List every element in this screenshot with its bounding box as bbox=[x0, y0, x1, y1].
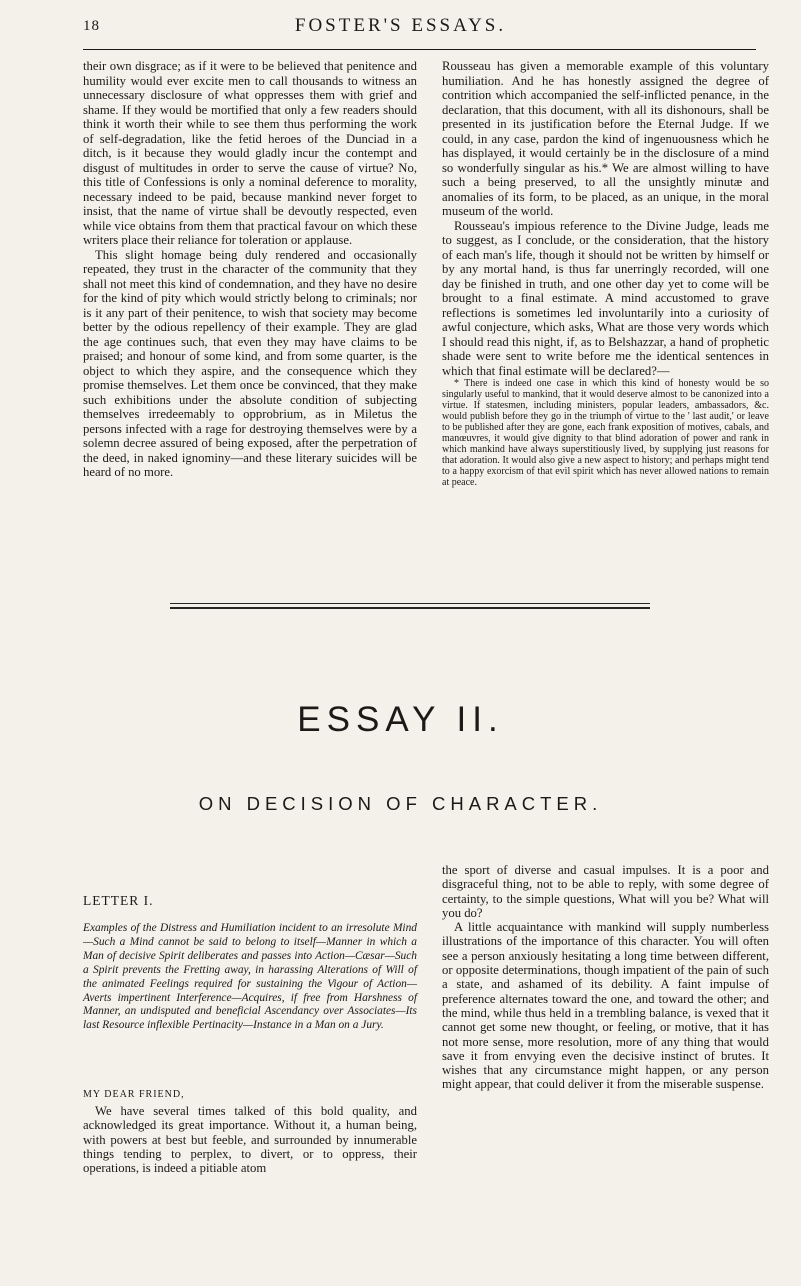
salutation: MY DEAR FRIEND, bbox=[83, 1089, 185, 1100]
page-number: 18 bbox=[83, 18, 100, 34]
paragraph: This slight homage being duly rendered and occasionally repeated, they trust in the character of the community that they shall not meet this kind of condemnation, and they have no desire for the kind of pity which would strictly belong to criminals; nor is it any part of their penitence, to wish that society may become better by the odious repellency of their example. They are glad the age continues such, that even they may have claims to be praised; and honour of some kind, and from some quarter, is the object to which they aspire, and the consequence which they promise themselves. Let them once be convinced, that they make such exhibitions under the absolute condition of subjecting themselves irredeemably to opprobrium, as in Miletus the persons infected with a rage for destroying themselves were by a solemn decree assured of being exposed, after the perpetration of the deed, in naked ignominy—and these literary suicides will be heard of no more. bbox=[83, 247, 417, 479]
letter-summary: Examples of the Distress and Humiliation incident to an irresolute Mind—Such a Mind cannot be said to belong to itself—Manner in which a Man of decisive Spirit deliberates and passes into Action—Cæsar—Such a Spirit prevents the Fretting away, in harassing Alterations of Will of the animated Feelings required for sustaining the Vigour of Action—Averts impertinent Interference—Acquires, if free from Harshness of Manner, an undisputed and beneficial Ascendancy over Associates—Its last Resource inflexible Pertinacity—Instance in a Man on a Jury. bbox=[83, 922, 417, 1032]
paragraph: the sport of diverse and casual impulses. It is a poor and disgraceful thing, not to be able to reply, with some degree of certainty, to the simple questions, What will you be? What will you do? bbox=[442, 863, 769, 920]
paragraph: Rousseau has given a memorable example of this voluntary humiliation. And he has honestly assigned the degree of contrition which accompanied the self-inflicted penance, in the declaration, that this document, with all its dishonours, shall be presented in its justification before the Eternal Judge. If we could, in any case, pardon the kind of ingenuousness which he has displayed, it would certainly be in the disclosure of a mind so wonderfully singular as his.* We are almost willing to have such a being preserved, to all the unsightly minutæ and anomalies of its form, to be placed, as an unique, in the moral museum of the world. bbox=[442, 59, 769, 218]
essay-subtitle: ON DECISION OF CHARACTER. bbox=[198, 793, 603, 814]
page-header bbox=[0, 12, 801, 36]
paragraph: A little acquaintance with mankind will supply numberless illustrations of the importance of this character. You will often see a person anxiously hesitating a long time between different, or opposite determinations, though impatient of the pain of such a state, and ashamed of its debility. A faint impulse of preference alternates toward the one, and toward the other; and the mind, while thus held in a trembling balance, is vexed that it cannot get some new thought, or feeling, or motive, that it has not more sense, more resolution, more of any thing that would save it from envying even the decisive instinct of brutes. It wishes that any circumstance might happen, or any person might appear, that could deliver it from the miserable suspense. bbox=[442, 920, 769, 1092]
paragraph: Rousseau's impious reference to the Divine Judge, leads me to suggest, as I conclude, or the consideration, that the history of each man's life, though it should not be written by himself or by any mortal hand, is thus far unerringly recorded, will one day be finished in truth, and one other day yet to come will be brought to a final estimate. A mind accustomed to grave reflections is sometimes led involuntarily into a curiosity of awful conjecture, which asks, What are those very words which I should read this night, if, as to Belshazzar, a hand of prophetic shade were sent to write before me the identical sentences in which that final estimate will be declared?— bbox=[442, 218, 769, 378]
paragraph: their own disgrace; as if it were to be believed that penitence and humility would ever excite men to call thousands to witness an unnecessary disclosure of what oppresses them with grief and shame. If they would be mortified that only a few readers should think it worth their while to see them thus performing the work of self-degradation, like the fetid heroes of the Dunciad in a ditch, is it because they would gladly incur the contempt and disgust of multitudes in order to serve the cause of virtue? No, this title of Confessions is only a nominal deference to morality, necessary indeed to be paid, because mankind never forget to insist, that the name of virtue shall be devoutly respected, even while vice obtains from them that practical favour on which these writers place their reliance for toleration or applause. bbox=[83, 59, 417, 247]
essay-heading: ESSAY II. bbox=[297, 700, 504, 739]
bottom-right-column bbox=[442, 863, 769, 1092]
top-left-column bbox=[83, 59, 417, 480]
running-title: FOSTER'S ESSAYS. bbox=[294, 15, 507, 36]
section-divider bbox=[170, 603, 650, 604]
top-right-column bbox=[442, 59, 769, 488]
paragraph: We have several times talked of this bold quality, and acknowledged its great importance. Without it, a human being, with powers at best but feeble, and surrounded by innumerable things tending to perplex, to divert, or to oppress, their operations, is indeed a pitiable atom bbox=[83, 1104, 417, 1176]
footnote: * There is indeed one case in which this kind of honesty would be so singularly useful to mankind, that it would deserve almost to be canonized into a virtue. If statesmen, including ministers, popular leaders, ambassadors, &c. would publish before they go in the triumph of virtue to the ' last audit,' or leave to be published after they are gone, each frank exposition of motives, cabals, and manœuvres, it would give dignity to that blind adoration of power and rank in which mankind have always superstitiously lived, by supplying just reasons for that adoration. It would also give a new aspect to history; and perhaps might tend to a happy exorcism of that evil spirit which has never allowed nations to remain at peace. bbox=[442, 378, 769, 488]
letter-heading: LETTER I. bbox=[83, 893, 154, 908]
header-rule bbox=[83, 49, 756, 50]
bottom-left-column bbox=[83, 1104, 417, 1175]
section-divider bbox=[170, 607, 650, 609]
